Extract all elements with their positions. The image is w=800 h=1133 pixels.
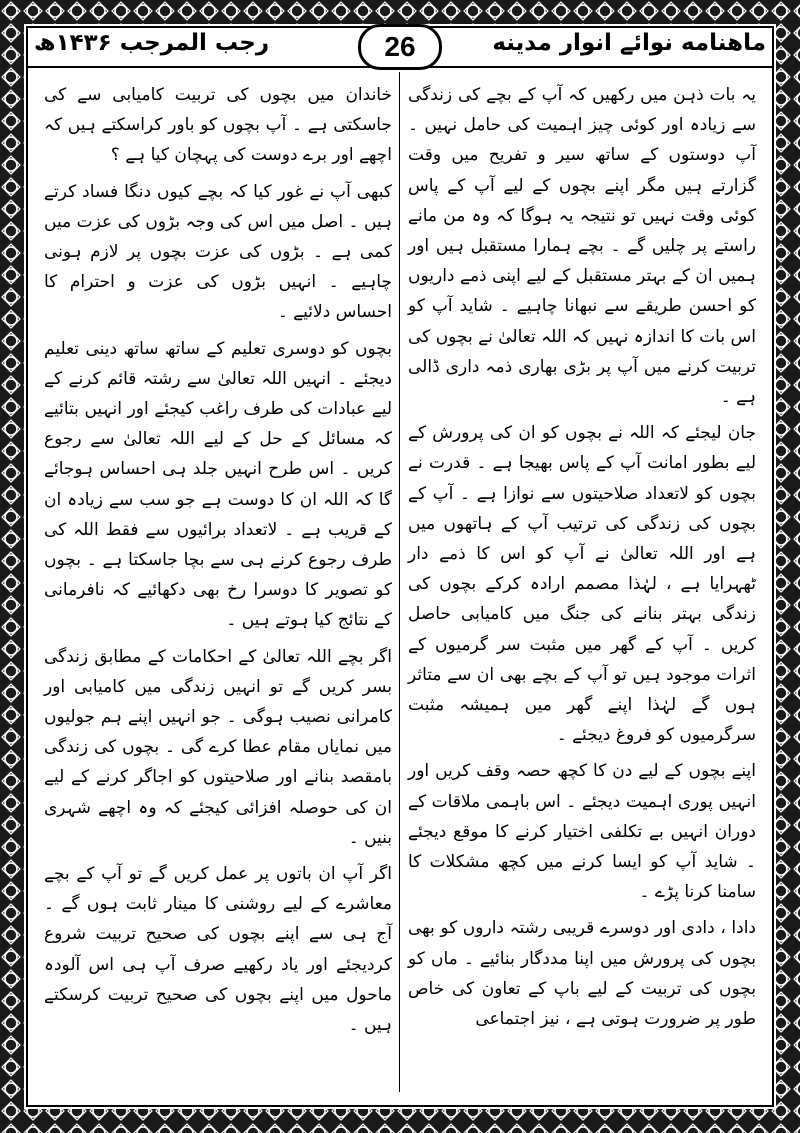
- issue-date: رجب المرجب ۱۴۳۶ھ: [34, 30, 270, 56]
- paragraph: بچوں کو دوسری تعلیم کے ساتھ ساتھ دینی تعلیم دیجئے ۔ انہیں اللہ تعالیٰ سے رشتہ قائم کرنے کے لیے عبادات کی طرف راغب کیجئے اور انہیں بتائیے کہ مسائل کے حل کے لیے اللہ تعالیٰ سے رجوع کریں ۔ اس طرح انہیں جلد ہی احساس ہوجائے گا کہ اللہ ان کا دوست ہے جو سب سے زیادہ ان کے قریب ہے ۔ لاتعداد برائیوں سے فقط اللہ کی طرف رجوع کرنے ہی سے بچا جاسکتا ہے ۔ بچوں کو تصویر کا دوسرا رخ بھی دکھائیے کہ نافرمانی کے نتائج کیا ہوتے ہیں ۔: [44, 338, 392, 631]
- paragraph: جان لیجئے کہ اللہ نے بچوں کو ان کی پرورش کے لیے بطور امانت آپ کے پاس بھیجا ہے ۔ قدرت نے بچوں کو لاتعداد صلاحیتوں سے نوازا ہے ۔ آپ کے بچوں کی زندگی کی ترتیب آپ کے ہاتھوں میں ہے اور اللہ تعالیٰ نے آپ کو اس کا ذمے دار ٹھہرایا ہے ، لہٰذا مصمم ارادہ کرکے بچوں کی زندگی بہتر بنانے کی جنگ میں کامیابی حاصل کریں ۔ آپ کے گھر میں مثبت سر گرمیوں کے اثرات موجود ہیں تو آپ کے بچے بھی ان سے متاثر ہوں گے لہٰذا اپنے گھر میں ہمیشہ مثبت سرگرمیوں کو فروغ دیجئے ۔: [408, 423, 756, 746]
- page-number-badge: 26: [358, 24, 442, 70]
- paragraph: اگر آپ ان باتوں پر عمل کریں گے تو آپ کے بچے معاشرے کے لیے روشنی کا مینار ثابت ہوں گے ۔ آج ہی سے اپنے بچوں کی صحیح تربیت شروع کردیجئے اور یاد رکھیے صرف آپ ہی اس آلودہ ماحول میں اپنے بچوں کی صحیح تربیت کرسکتے ہیں ۔: [44, 864, 392, 1036]
- paragraph: خاندان میں بچوں کی تربیت کامیابی سے کی جاسکتی ہے ۔ آپ بچوں کو باور کراسکتے ہیں کہ اچھے اور برے دوست کی پہچان کیا ہے ؟: [44, 85, 392, 166]
- column-divider: [399, 72, 400, 1092]
- magazine-title: ماهنامه نوائے انوار مدینه: [492, 30, 766, 56]
- paragraph: اپنے بچوں کے لیے دن کا کچھ حصہ وقف کریں اور انہیں پوری اہمیت دیجئے ۔ اس باہمی ملاقات کے دوران انہیں بے تکلفی اختیار کرنے کا موقع دیجئے ۔ شاید آپ کو ایسا کرنے میں کچھ مشکلات کا سامنا کرنا پڑے ۔: [408, 761, 756, 903]
- page-header: [28, 28, 772, 68]
- paragraph: اگر بچے اللہ تعالیٰ کے احکامات کے مطابق زندگی بسر کریں گے تو انہیں زندگی میں کامیابی اور کامرانی نصیب ہوگی ۔ جو انہیں اپنے ہم جولیوں میں نمایاں مقام عطا کرے گی ۔ بچوں کی زندگی بامقصد بنانے اور صلاحیتوں کو اجاگر کرنے کے لیے ان کی حوصلہ افزائی کیجئے کہ وہ اچھے شہری بنیں ۔: [44, 646, 392, 848]
- paragraph: کبھی آپ نے غور کیا کہ بچے کیوں دنگا فساد کرتے ہیں ۔ اصل میں اس کی وجہ بڑوں کی عزت میں کمی ہے ۔ بڑوں کی عزت بچوں پر لازم ہونی چاہیے ۔ انہیں بڑوں کی عزت و احترام کا احساس دلائیے ۔: [44, 181, 392, 323]
- paragraph: یہ بات ذہن میں رکھیں کہ آپ کے بچے کی زندگی سے زیادہ اور کوئی چیز اہمیت کی حامل نہیں ۔ آپ دوستوں کے ساتھ سیر و تفریح میں وقت گزارتے ہیں مگر اپنے بچوں کے لیے آپ کے پاس کوئی وقت نہیں تو نتیجہ یہ ہوگا کہ وہ من مانے راستے پر چلیں گے ۔ بچے ہمارا مستقبل ہیں اور ہمیں ان کے بہتر مستقبل کے لیے اپنی ذمے داریوں کو احسن طریقے سے نبھانا چاہیے ۔ شاید آپ کو اس بات کا اندازہ نہیں کہ اللہ تعالیٰ نے بچوں کی تربیت کرنے میں آپ پر بڑی بھاری ذمہ داری ڈالی ہے ۔: [408, 85, 756, 408]
- left-column: [44, 80, 392, 1046]
- paragraph: دادا ، دادی اور دوسرے قریبی رشتہ داروں کو بھی بچوں کی پرورش میں اپنا مددگار بنائیے ۔ ماں کو بچوں کی تربیت کے لیے باپ کے تعاون کی خاص طور پر ضرورت ہوتی ہے ، نیز اجتماعی: [408, 918, 756, 1030]
- right-column: [408, 80, 756, 1040]
